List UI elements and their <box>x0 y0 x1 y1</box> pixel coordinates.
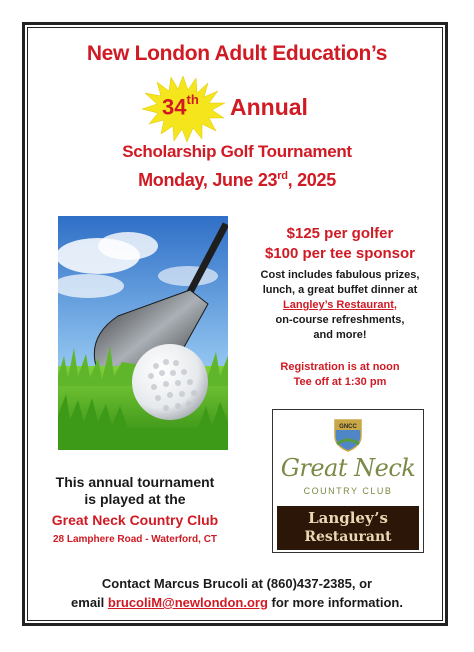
tournament-name: Scholarship Golf Tournament <box>122 142 352 161</box>
golfer-price: $125 per golfer <box>286 225 394 242</box>
anniversary-number <box>162 94 199 120</box>
event-date <box>0 170 474 191</box>
restaurant-word: Restaurant <box>304 529 392 545</box>
venue-address: 28 Lamphere Road - Waterford, CT <box>52 534 218 545</box>
email-suffix: for more information. <box>267 595 403 610</box>
langleys-name: Langley’s <box>308 509 388 527</box>
date-year: , 2025 <box>287 170 336 190</box>
contact-info <box>0 574 474 612</box>
sponsor-price: $100 per tee sponsor <box>264 245 416 262</box>
pricing-block <box>240 224 440 264</box>
sponsor-logos <box>272 409 424 553</box>
venue-name: Great Neck Country Club <box>51 512 219 528</box>
email-prefix: email <box>71 595 108 610</box>
tee-off-time: Tee off at 1:30 pm <box>293 376 387 388</box>
gncc-badge-text: GNCC <box>339 424 357 430</box>
venue-line: This annual tournament <box>55 474 215 490</box>
registration-time: Registration is at noon <box>280 361 400 373</box>
annual-label: Annual <box>230 94 308 120</box>
contact-email-line <box>0 593 474 612</box>
ordinal-suffix: th <box>186 92 199 107</box>
cost-details <box>240 268 440 343</box>
langleys-restaurant-logo <box>277 506 419 550</box>
email-link[interactable]: brucoliM@newlondon.org <box>107 595 268 610</box>
details-line: Cost includes fabulous prizes, <box>260 269 420 281</box>
great-neck-logo-text: Great Neck <box>280 454 416 482</box>
gncc-shield-icon <box>333 418 363 452</box>
ordinal-number: 34 <box>162 94 187 120</box>
details-line: lunch, a great buffet dinner at <box>262 284 418 296</box>
date-main: Monday, June 23 <box>138 170 278 190</box>
details-line: on-course refreshments, <box>275 314 405 326</box>
venue-intro <box>40 474 230 508</box>
venue-line: is played at the <box>84 491 186 507</box>
details-line: and more! <box>313 329 367 341</box>
date-suffix: rd <box>277 170 288 182</box>
country-club-text: COUNTRY CLUB <box>303 486 393 496</box>
page-title: New London Adult Education’s <box>86 42 388 65</box>
restaurant-link[interactable]: Langley’s Restaurant, <box>283 299 397 311</box>
golf-club-and-ball-illustration <box>58 216 228 450</box>
schedule-info <box>240 360 440 390</box>
annual-heading <box>140 76 360 142</box>
contact-line: Contact Marcus Brucoli at (860)437-2385, or <box>101 576 373 591</box>
golf-ball-photo <box>58 216 228 450</box>
